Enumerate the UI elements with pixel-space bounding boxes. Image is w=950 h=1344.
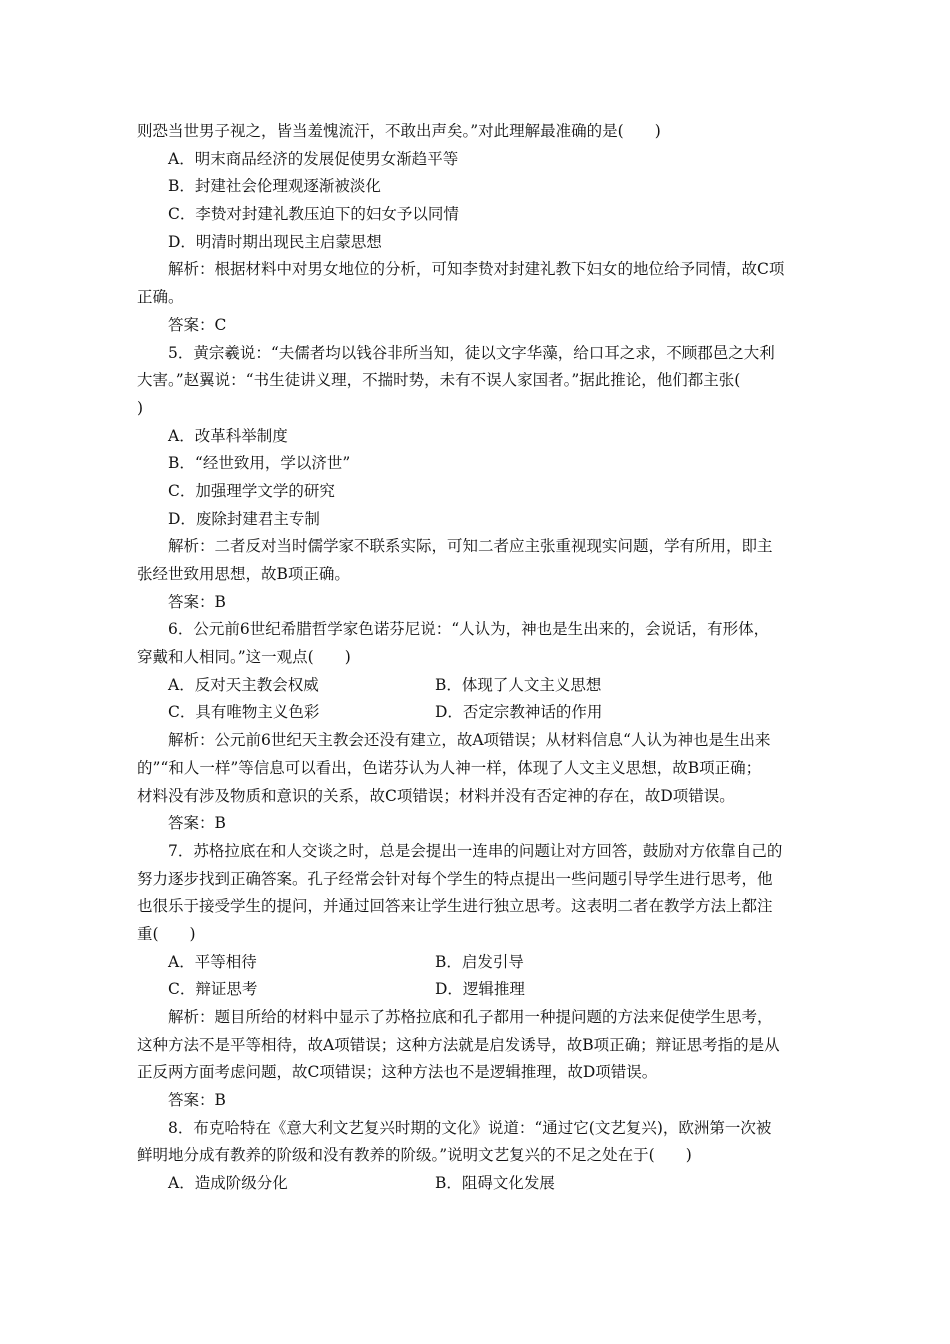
- text-line: 正确。: [137, 288, 184, 307]
- option-right: D．否定宗教神话的作用: [435, 703, 603, 722]
- text-line: 8．布克哈特在《意大利文艺复兴时期的文化》说道：“通过它(文艺复兴)，欧洲第一次被: [168, 1118, 772, 1137]
- text-line: A．改革科举制度: [168, 426, 288, 445]
- text-line: A．明末商品经济的发展促使男女渐趋平等: [168, 149, 459, 168]
- text-line: 解析：二者反对当时儒学家不联系实际，可知二者应主张重视现实问题，学有所用，即主: [168, 537, 773, 556]
- text-line: 张经世致用思想，故B项正确。: [137, 565, 350, 583]
- text-line: 鲜明地分成有教养的阶级和没有教养的阶级。”说明文艺复兴的不足之处在于( ): [137, 1146, 692, 1165]
- text-line: 解析：根据材料中对男女地位的分析，可知李贽对封建礼教下妇女的地位给予同情，故C项: [168, 260, 785, 279]
- text-line: 解析：题目所给的材料中显示了苏格拉底和孔子都用一种提问题的方法来促使学生思考，: [168, 1008, 773, 1026]
- text-line: ): [137, 398, 144, 417]
- option-row: [137, 1170, 837, 1198]
- text-line: 7．苏格拉底在和人交谈之时，总是会提出一连串的问题让对方回答，鼓励对方依靠自己的: [168, 841, 783, 860]
- text-line: 答案：C: [168, 315, 227, 334]
- text-line: B．“经世致用，学以济世”: [168, 454, 351, 473]
- option-row: [137, 672, 837, 700]
- option-left: A．造成阶级分化: [168, 1174, 288, 1193]
- text-line: 答案：B: [168, 1091, 226, 1110]
- text-line: 也很乐于接受学生的提问，并通过回答来让学生进行独立思考。这表明二者在教学方法上都注: [137, 897, 773, 916]
- text-line: 5．黄宗羲说：“夫儒者均以钱谷非所当知，徒以文字华藻，给口耳之求，不顾郡邑之大利: [168, 343, 775, 362]
- text-line: 努力逐步找到正确答案。孔子经常会针对每个学生的特点提出一些问题引导学生进行思考，他: [137, 869, 773, 888]
- option-right: D．逻辑推理: [435, 980, 525, 999]
- text-line: 穿戴和人相同。”这一观点( ): [137, 648, 351, 667]
- document-body: [137, 118, 837, 1198]
- option-right: B．阻碍文化发展: [435, 1174, 555, 1193]
- option-left: C．具有唯物主义色彩: [168, 703, 320, 722]
- text-line: 大害。”赵翼说：“书生徒讲义理，不揣时势，未有不误人家国者。”据此推论，他们都主张(: [137, 371, 741, 390]
- option-row: [137, 699, 837, 727]
- text-line: 的”“和人一样”等信息可以看出，色诺芬认为人神一样，体现了人文主义思想，故B项正确；: [137, 758, 762, 777]
- text-line: 6．公元前6世纪希腊哲学家色诺芬尼说：“人认为，神也是生出来的，会说话，有形体，: [168, 620, 770, 639]
- option-row: [137, 949, 837, 977]
- text-line: 正反两方面考虑问题，故C项错误；这种方法也不是逻辑推理，故D项错误。: [137, 1063, 658, 1082]
- option-left: C．辩证思考: [168, 980, 258, 999]
- text-line: 重( ): [137, 924, 196, 943]
- option-row: [137, 976, 837, 1004]
- text-line: 材料没有涉及物质和意识的关系，故C项错误；材料并没有否定神的存在，故D项错误。: [137, 786, 735, 805]
- text-line: D．明清时期出现民主启蒙思想: [168, 232, 382, 251]
- option-right: B．启发引导: [435, 952, 524, 971]
- text-line: D．废除封建君主专制: [168, 509, 320, 528]
- text-line: C．李贽对封建礼教压迫下的妇女予以同情: [168, 205, 459, 224]
- text-line: 答案：B: [168, 592, 226, 611]
- option-left: A．平等相待: [168, 952, 257, 971]
- text-line: 则恐当世男子视之，皆当羞愧流汗，不敢出声矣。”对此理解最准确的是( ): [137, 122, 661, 140]
- text-line: 答案：B: [168, 814, 226, 833]
- text-line: B．封建社会伦理观逐渐被淡化: [168, 177, 381, 196]
- option-right: B．体现了人文主义思想: [435, 675, 602, 694]
- text-line: C．加强理学文学的研究: [168, 481, 335, 500]
- text-line: 解析：公元前6世纪天主教会还没有建立，故A项错误；从材料信息“人认为神也是生出来: [168, 731, 771, 750]
- option-left: A．反对天主教会权威: [168, 675, 319, 694]
- text-line: 这种方法不是平等相待，故A项错误；这种方法就是启发诱导，故B项正确；辩证思考指的是从: [137, 1035, 780, 1054]
